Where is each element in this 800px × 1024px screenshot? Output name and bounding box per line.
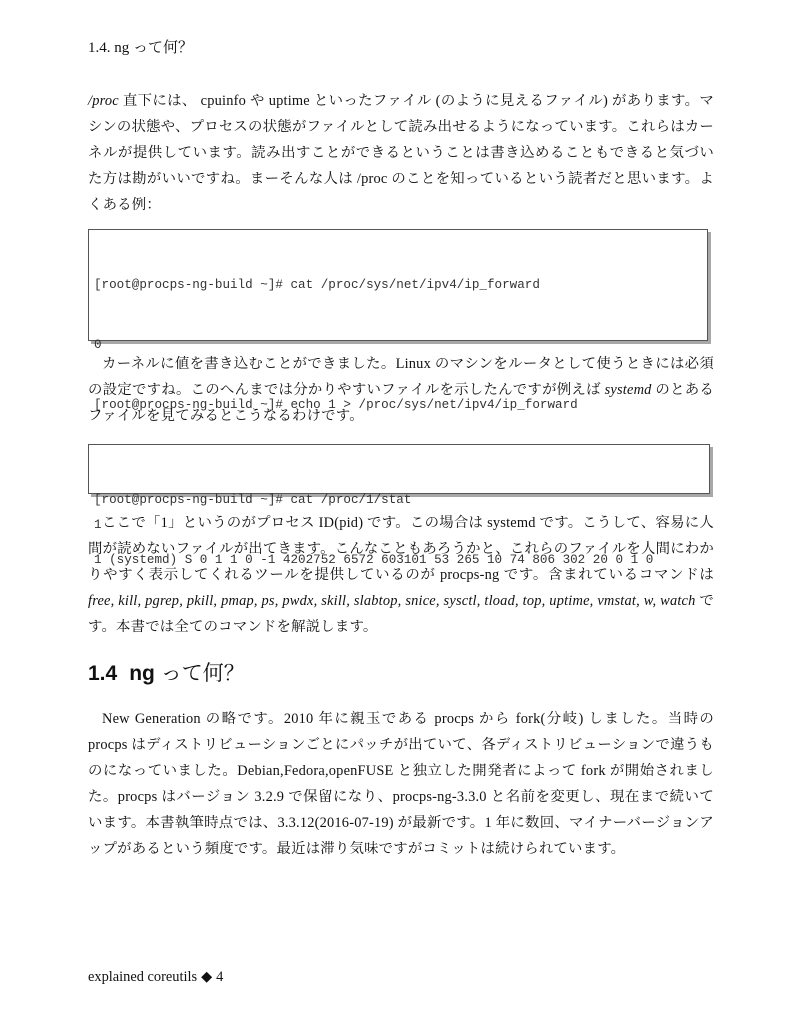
- paragraph-kernel-write: [88, 351, 714, 429]
- code-line: 1 (systemd) S 0 1 1 0 -1 4202752 6572 603101 53 265 10 74 806 302 20 0 1 0: [94, 553, 654, 567]
- section-number: 1.4: [88, 662, 118, 685]
- page-footer: [88, 967, 223, 987]
- page-number: 4: [216, 969, 224, 985]
- paragraph-proc-intro: [88, 88, 714, 218]
- command-list-italic: free, kill, pgrep, pkill, pmap, ps, pwdx, skill, slabtop, snice, sysctl, tload, top, uptime, vmstat, w, watch: [88, 593, 696, 609]
- paragraph-procps-ng-tools: [88, 510, 714, 640]
- book-title: explained coreutils: [88, 969, 198, 985]
- section-title-latin: ng: [129, 662, 155, 685]
- code-line: 0: [94, 338, 102, 352]
- section-heading: [88, 660, 245, 688]
- proc-path-italic: /proc: [88, 93, 119, 109]
- paragraph-text: カーネルに値を書き込むことができました。Linux のマシンをルータとして使うときには必須の設定ですね。このへんまでは分かりやすいファイルを示したんですが例えば: [88, 356, 714, 398]
- paragraph-text: です。本書では全てのコマンドを解説します。: [88, 593, 714, 635]
- running-header: 1.4. ng って何？: [88, 40, 194, 56]
- systemd-italic: systemd: [604, 382, 652, 398]
- diamond-icon: ◆: [201, 969, 213, 985]
- paragraph-text: ここで「1」というのがプロセス ID(pid) です。この場合は systemd です。こうして、容易に人間が読めないファイルが出てきます。こんなこともあろうかと、これらのファイルを人間にわかりやすく表示してくれるツールを提供しているのが procps-ng です。含まれているコマンドは: [88, 515, 714, 583]
- code-line: [root@procps-ng-build ~]# cat /proc/1/stat: [94, 493, 412, 507]
- paragraph-ng-history: New Generation の略です。2010 年に親玉である procps から fork(分岐) しました。当時の procps はディストリビューションごとにパッチが出ていて、各ディストリビューションで違うものになっていました。Debian,Fedora,openFUSE と独立した開発者によって fork が開始されました。procps はバージョン 3.2.9 で保留になり、procps-ng-3.3.0 と名前を変更し、現在まで続いています。本書執筆時点では、3.3.12(2016-07-19) が最新です。1 年に数回、マイナーバージョンアップがあるという頻度です。最近は滞り気味ですがコミットは続けられています。: [88, 711, 714, 857]
- paragraph-text: のとあるファイルを見てみるとこうなるわけです。: [88, 382, 714, 424]
- code-line: [root@procps-ng-build ~]# cat /proc/sys/net/ipv4/ip_forward: [94, 278, 540, 292]
- code-line: [root@procps-ng-build ~]# echo 1 > /proc/sys/net/ipv4/ip_forward: [94, 398, 578, 412]
- paragraph-text: 直下には、 cpuinfo や uptime といったファイル (のように見えるファイル) があります。マシンの状態や、プロセスの状態がファイルとして読み出せるようになっています。これらはカーネルが提供しています。読み出すことができるということは書き込めることもできると気づいた方は勘がいいですね。まーそんな人は /proc のことを知っているという読者だと思います。よくある例：: [88, 93, 714, 213]
- section-title-jp: って何？: [154, 662, 245, 685]
- code-line: 1: [94, 518, 102, 532]
